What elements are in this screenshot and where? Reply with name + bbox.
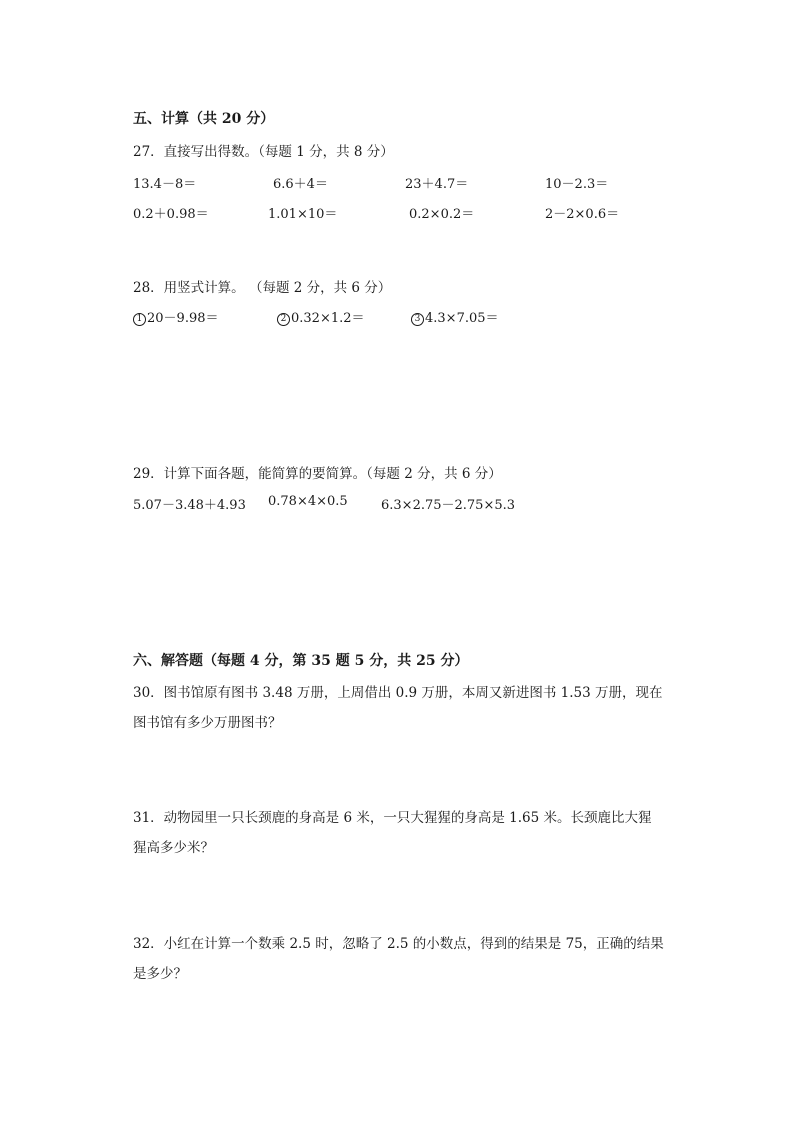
q29-item-2: 0.78×4×0.5 xyxy=(268,494,348,509)
circled-number-icon: 2 xyxy=(277,313,290,326)
question-29-prompt: 29．计算下面各题，能简算的要简算。（每题 2 分，共 6 分） xyxy=(133,466,502,482)
question-27-prompt: 27．直接写出得数。（每题 1 分，共 8 分） xyxy=(133,144,394,160)
q27-item-4: 10－2.3＝ xyxy=(545,177,609,192)
question-30-line-1: 30．图书馆原有图书 3.48 万册，上周借出 0.9 万册，本周又新进图书 1.53 万册，现在 xyxy=(133,685,663,701)
q28-expr: 4.3×7.05＝ xyxy=(425,311,499,326)
q29-item-3: 6.3×2.75－2.75×5.3 xyxy=(381,498,516,513)
q27-item-5: 0.2＋0.98＝ xyxy=(133,207,209,222)
circled-number-icon: 1 xyxy=(133,313,146,326)
section-6-title: 六、解答题（每题 4 分，第 35 题 5 分，共 25 分） xyxy=(133,653,469,669)
q28-item-3 xyxy=(411,307,499,326)
q29-item-1: 5.07－3.48＋4.93 xyxy=(133,498,246,513)
q28-item-2 xyxy=(277,307,365,326)
q27-item-8: 2－2×0.6＝ xyxy=(545,207,620,222)
q27-item-7: 0.2×0.2＝ xyxy=(409,207,475,222)
q27-item-2: 6.6＋4＝ xyxy=(273,177,328,192)
section-5-title: 五、计算（共 20 分） xyxy=(133,111,275,127)
q28-expr: 20－9.98＝ xyxy=(147,311,219,326)
q27-item-1: 13.4－8＝ xyxy=(133,177,197,192)
question-28-prompt: 28．用竖式计算。 （每题 2 分，共 6 分） xyxy=(133,280,392,296)
question-30-line-2: 图书馆有多少万册图书？ xyxy=(133,715,282,731)
circled-number-icon: 3 xyxy=(411,313,424,326)
q27-item-6: 1.01×10＝ xyxy=(268,207,338,222)
q28-item-1 xyxy=(133,307,219,326)
q27-item-3: 23＋4.7＝ xyxy=(405,177,469,192)
q28-expr: 0.32×1.2＝ xyxy=(291,311,365,326)
question-32-line-1: 32．小红在计算一个数乘 2.5 时，忽略了 2.5 的小数点，得到的结果是 75，正确的结果 xyxy=(133,936,664,952)
question-31-line-1: 31．动物园里一只长颈鹿的身高是 6 米，一只大猩猩的身高是 1.65 米。长颈鹿比大猩 xyxy=(133,810,652,826)
question-32-line-2: 是多少？ xyxy=(133,966,187,982)
question-31-line-2: 猩高多少米？ xyxy=(133,840,214,856)
